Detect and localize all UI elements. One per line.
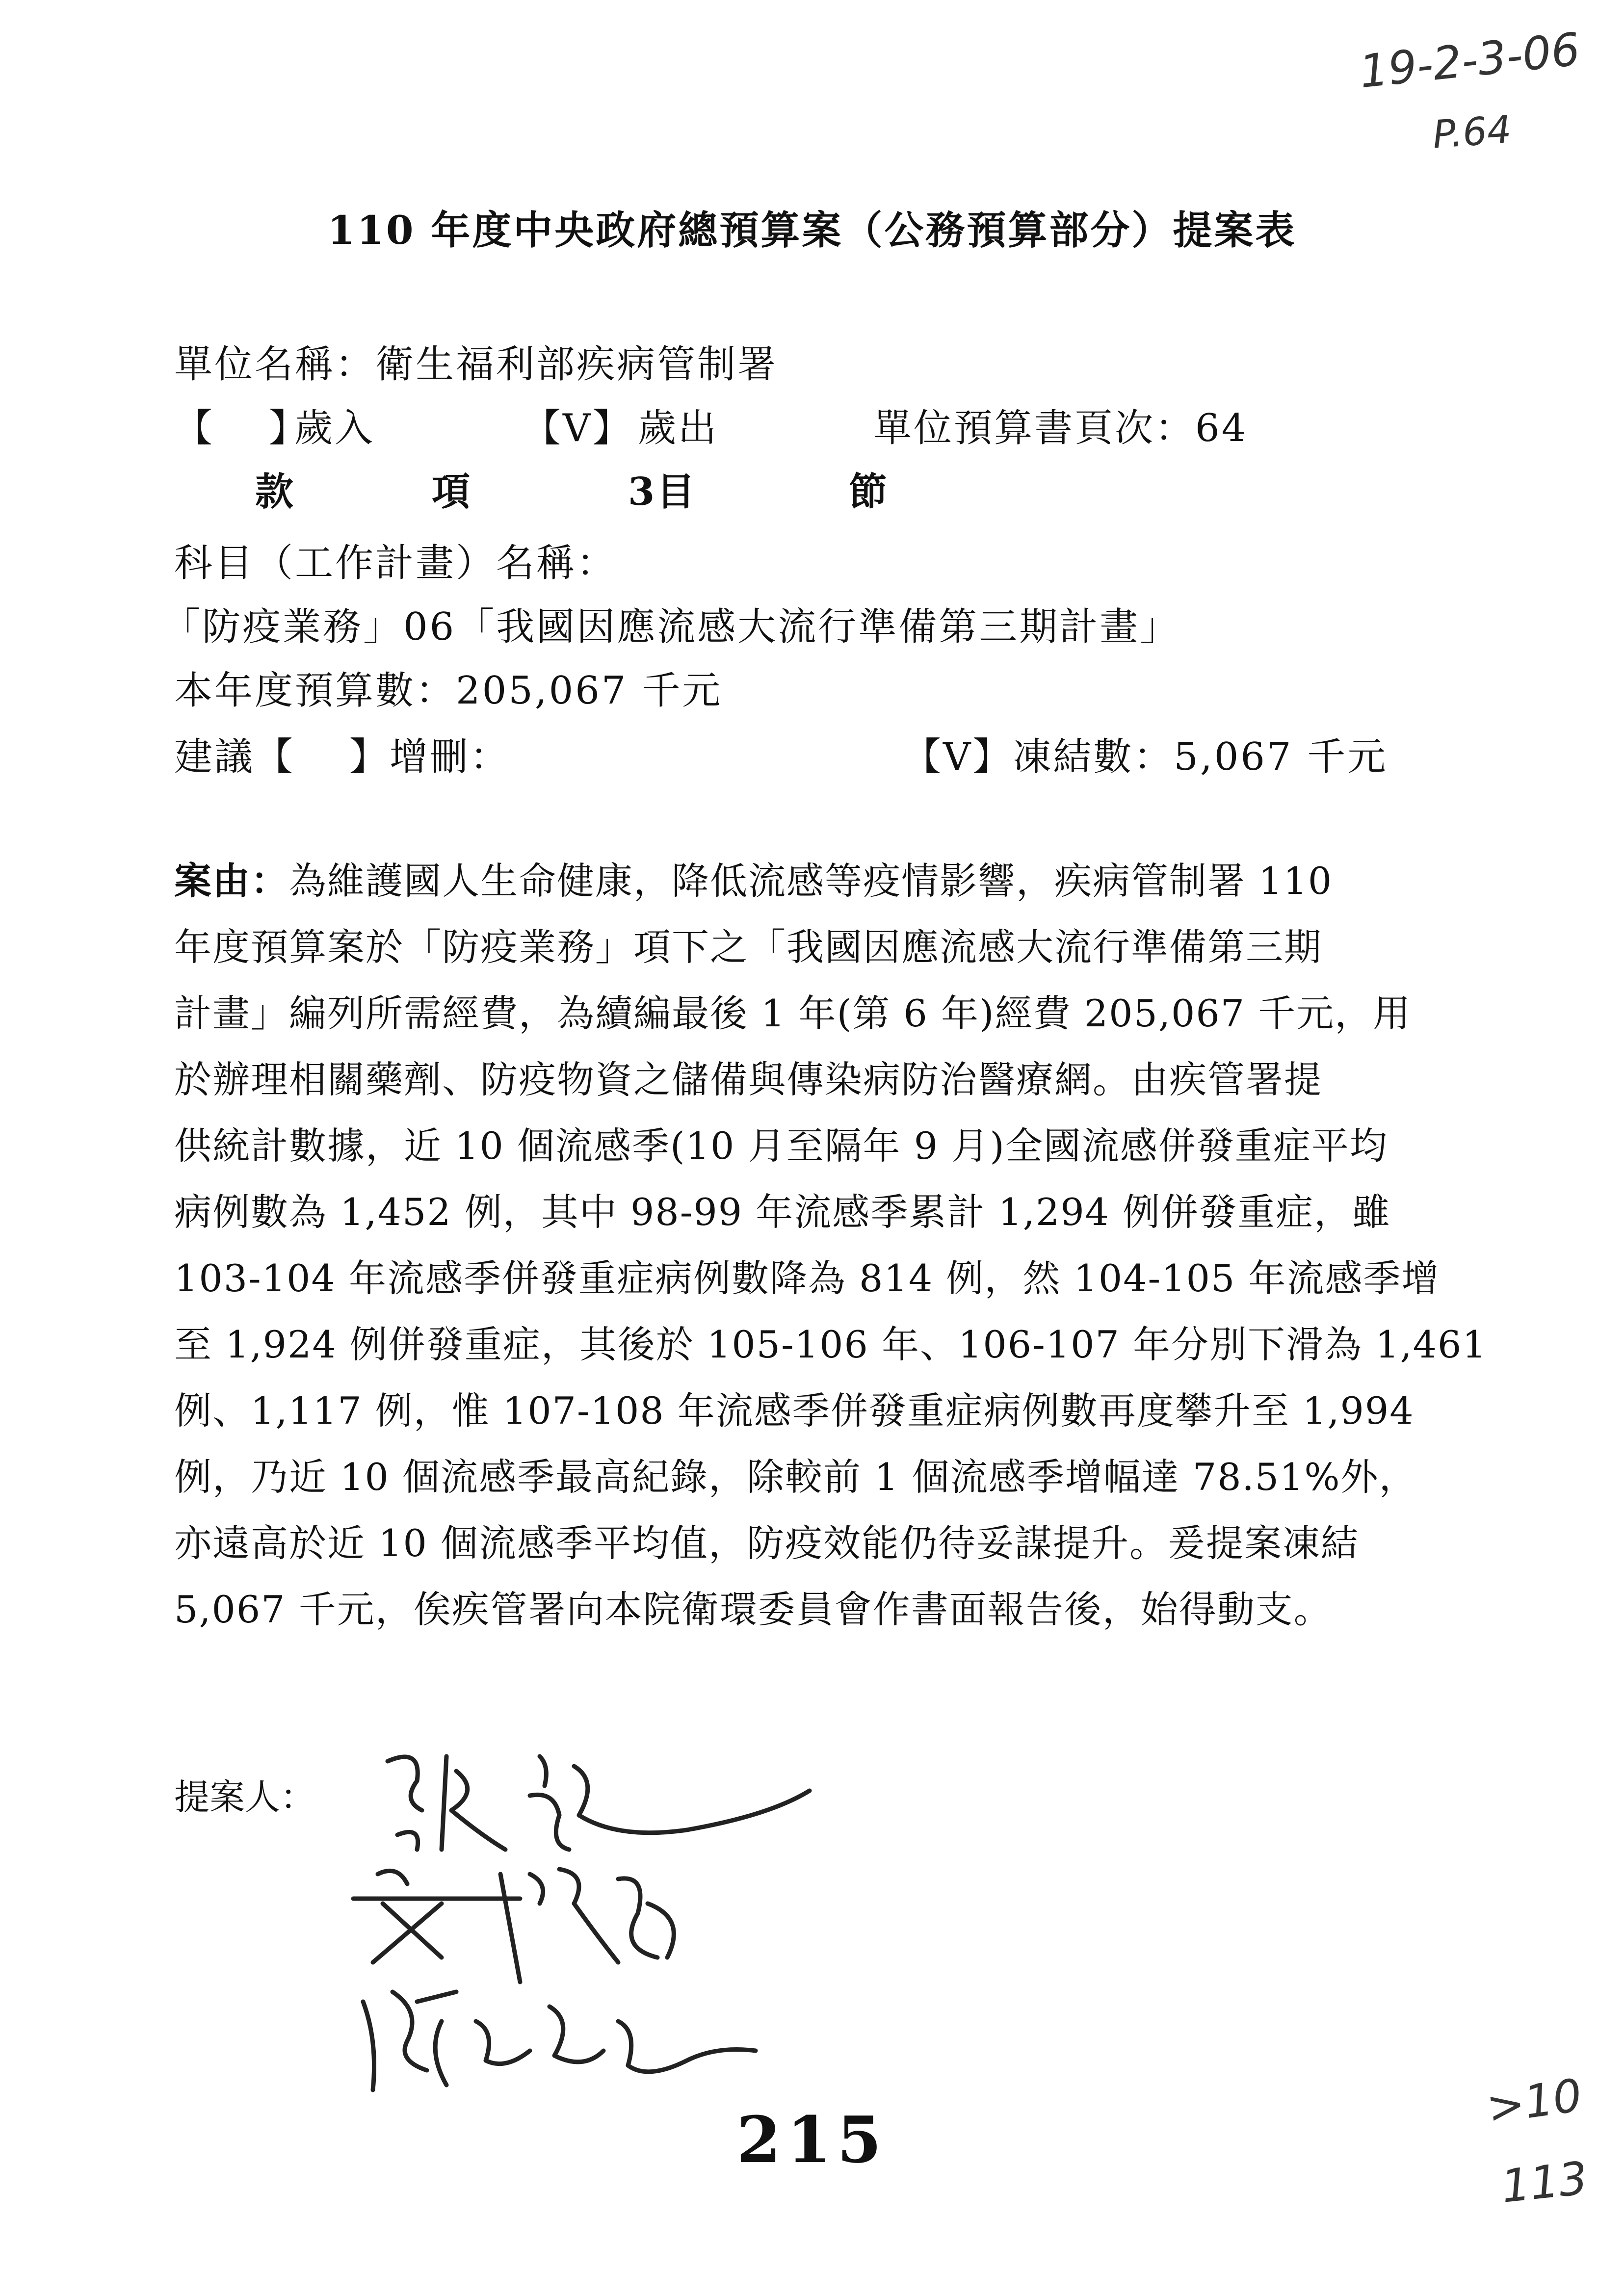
suggestion-add-delete: 建議【 】增刪：	[174, 735, 510, 779]
budget-book-page-ref: 單位預算書頁次：64	[873, 406, 1248, 450]
handwritten-note-a: >10	[1483, 2069, 1585, 2134]
reason-line: 病例數為 1,452 例，其中 98-99 年流感季累計 1,294 例併發重症，雖	[174, 1190, 1391, 1234]
signature-2	[353, 1869, 674, 1982]
expense-checkbox: 【V】	[523, 406, 633, 450]
reason-line: 103-104 年流感季併發重症病例數降為 814 例，然 104-105 年流感季增	[174, 1256, 1440, 1300]
handwritten-doc-code: 19-2-3-06	[1357, 23, 1583, 99]
signature-1	[388, 1756, 810, 1850]
reason-paragraph	[174, 851, 1487, 1646]
reason-line-text: 為維護國人生命健康，降低流感等疫情影響，疾病管制署 110	[289, 859, 1333, 903]
reason-line: 供統計數據，近 10 個流感季(10 月至隔年 9 月)全國流感併發重症平均	[174, 1124, 1388, 1168]
handwritten-signatures	[343, 1727, 834, 2100]
reason-line: 年度預算案於「防疫業務」項下之「我國因應流感大流行準備第三期	[174, 925, 1322, 969]
revenue-label: 歲入	[294, 406, 375, 450]
handwritten-note-b: 113	[1498, 2152, 1590, 2213]
budget-amount: 本年度預算數：205,067 千元	[174, 669, 723, 713]
category-xiang: 項	[432, 470, 472, 514]
expense-label: 歲出	[638, 406, 719, 450]
category-mu: 3目	[628, 470, 697, 514]
reason-line: 亦遠高於近 10 個流感季平均值，防疫效能仍待妥謀提升。爰提案凍結	[174, 1521, 1360, 1565]
reason-line: 例，乃近 10 個流感季最高紀錄，除較前 1 個流感季增幅達 78.51%外，	[174, 1455, 1417, 1499]
subject-value: 「防疫業務」06「我國因應流感大流行準備第三期計畫」	[162, 605, 1180, 649]
reason-label: 案由：	[174, 859, 289, 903]
category-kuan: 款	[255, 470, 296, 514]
page-number: 215	[736, 2102, 888, 2177]
revenue-checkbox: 【 】	[174, 406, 309, 450]
category-jie: 節	[849, 470, 890, 514]
unit-name: 單位名稱：衛生福利部疾病管制署	[174, 342, 778, 387]
reason-line	[174, 851, 1479, 917]
signature-3	[363, 1992, 756, 2090]
reason-line: 5,067 千元，俟疾管署向本院衛環委員會作書面報告後，始得動支。	[174, 1588, 1332, 1631]
proposer-label: 提案人：	[174, 1776, 316, 1818]
subject-label: 科目（工作計畫）名稱：	[174, 541, 617, 585]
reason-line: 於辦理相關藥劑、防疫物資之儲備與傳染病防治醫療網。由疾管署提	[174, 1058, 1322, 1101]
document-title: 110 年度中央政府總預算案（公務預算部分）提案表	[327, 207, 1297, 253]
freeze-amount: 【V】凍結數：5,067 千元	[903, 735, 1388, 779]
reason-line: 至 1,924 例併發重症，其後於 105-106 年、106-107 年分別下滑為 1,461	[174, 1323, 1487, 1366]
reason-line: 計畫」編列所需經費，為續編最後 1 年(第 6 年)經費 205,067 千元，用	[174, 991, 1412, 1035]
reason-line: 例、1,117 例，惟 107-108 年流感季併發重症病例數再度攀升至 1,994	[174, 1389, 1414, 1433]
handwritten-page-ref: P.64	[1431, 107, 1513, 157]
